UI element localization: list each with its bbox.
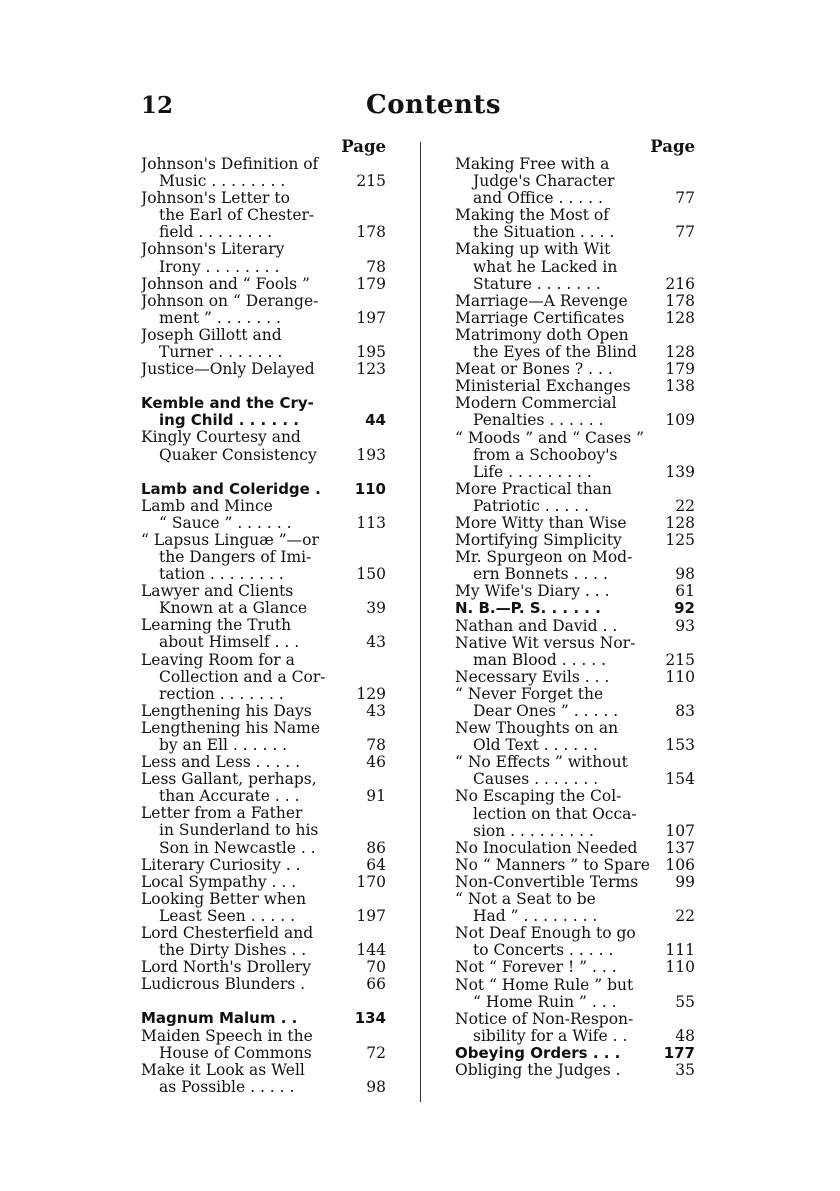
entry-title-line: Lengthening his Name [141, 719, 321, 737]
entry-title-line: No Inoculation Needed [455, 839, 638, 857]
toc-entry[interactable] [141, 429, 386, 463]
toc-entry[interactable] [455, 1062, 695, 1079]
entry-title-line: to Concerts . . . . . [473, 942, 614, 960]
toc-entry[interactable] [455, 293, 695, 310]
toc-entry[interactable] [455, 583, 695, 600]
toc-entry[interactable] [455, 788, 695, 839]
entry-title-line: Old Text . . . . . . [473, 737, 598, 755]
entry-title-line: Leaving Room for a [141, 651, 295, 669]
toc-entry[interactable] [455, 532, 695, 549]
toc-entry[interactable] [455, 840, 695, 857]
toc-entry[interactable] [141, 703, 386, 720]
entry-title-line: tation . . . . . . . . [159, 566, 284, 584]
entry-title-line: Learning the Truth [141, 617, 292, 635]
entry-title-line: as Possible . . . . . [159, 1078, 295, 1096]
entry-page-number: 92 [674, 599, 695, 618]
entry-page-number: 128 [665, 513, 695, 532]
entry-title-line: House of Commons [159, 1044, 312, 1062]
toc-entry[interactable] [455, 310, 695, 327]
contents-column-right [455, 138, 695, 1079]
entry-page-number: 195 [356, 343, 386, 362]
entry-page-number: 216 [665, 274, 695, 293]
entry-page-number: 197 [356, 906, 386, 925]
entry-title-line: Penalties . . . . . . [473, 412, 604, 430]
entry-title-line: N. B.—P. S. . . . . . [455, 600, 601, 618]
entry-page-number: 177 [663, 1043, 695, 1062]
toc-entry[interactable] [141, 327, 386, 361]
toc-entry[interactable] [455, 959, 695, 976]
toc-entry[interactable] [455, 686, 695, 720]
toc-entry[interactable] [141, 190, 386, 241]
entry-page-number: 137 [665, 838, 695, 857]
entry-title-line: Music . . . . . . . . [159, 173, 286, 191]
entry-title-line: Mortifying Simplicity [455, 532, 622, 550]
entry-page-number: 110 [665, 958, 695, 977]
entry-page-number: 99 [675, 872, 695, 891]
toc-entry[interactable] [455, 754, 695, 788]
toc-entry[interactable] [141, 959, 386, 976]
entry-title-line: about Himself . . . [159, 634, 300, 652]
toc-entry[interactable] [455, 618, 695, 635]
entry-title-line: Magnum Malum . . [141, 1010, 298, 1028]
toc-entry[interactable] [141, 805, 386, 856]
entry-page-number: 86 [366, 838, 386, 857]
entry-page-number: 215 [665, 650, 695, 669]
entry-page-number: 150 [356, 565, 386, 584]
entry-page-number: 78 [366, 257, 386, 276]
entry-title-line: Joseph Gillott and [141, 326, 282, 344]
entry-page-number: 110 [665, 667, 695, 686]
entry-title-line: the Dangers of Imi- [159, 548, 312, 566]
entry-title-line: the Eyes of the Blind [473, 344, 637, 362]
entry-title-line: Ministerial Exchanges [455, 378, 631, 396]
entry-title-line: Make it Look as Well [141, 1061, 305, 1079]
entry-page-number: 77 [675, 223, 695, 242]
entry-page-number: 78 [366, 736, 386, 754]
entry-page-number: 39 [366, 599, 386, 618]
entry-title-line: Justice—Only Delayed [141, 361, 315, 379]
entry-title-line: Lengthening his Days [141, 702, 312, 720]
toc-entry[interactable] [141, 857, 386, 874]
entry-title-line: “ Not a Seat to be [455, 891, 596, 909]
toc-entry[interactable] [141, 293, 386, 327]
entry-title-line: Judge's Character [473, 173, 615, 191]
toc-entry[interactable] [455, 156, 695, 207]
page-column-label: Page [341, 137, 386, 156]
entry-page-number: 91 [366, 787, 386, 806]
entry-page-number: 111 [665, 941, 695, 960]
entry-title-line: Marriage Certificates [455, 309, 625, 327]
entry-title-line: Native Wit versus Nor- [455, 634, 636, 652]
toc-entry[interactable] [141, 156, 386, 190]
entry-title-line: Kingly Courtesy and [141, 429, 301, 447]
entry-title-line: Not “ Forever ! ” . . . [455, 959, 617, 977]
entry-title-line: Literary Curiosity . . [141, 856, 301, 874]
entry-page-number: 109 [665, 411, 695, 430]
entry-title-line: Matrimony doth Open [455, 326, 629, 344]
toc-entry[interactable] [141, 395, 386, 429]
entry-title-line: Johnson's Definition of [141, 156, 319, 173]
entry-title-line: Less Gallant, perhaps, [141, 771, 317, 789]
entry-page-number: 22 [675, 496, 695, 515]
entry-title-line: ment ” . . . . . . . [159, 309, 281, 327]
page-number: 12 [141, 92, 174, 119]
entry-title-line: Kemble and the Cry- [141, 395, 314, 413]
entry-title-line: Johnson's Letter to [141, 190, 290, 208]
entry-title-line: Lawyer and Clients [141, 583, 294, 601]
entry-title-line: “ Moods ” and “ Cases ” [455, 429, 644, 447]
toc-entry[interactable] [141, 1062, 386, 1096]
entry-title-line: Not Deaf Enough to go [455, 925, 636, 943]
toc-entry[interactable] [455, 361, 695, 378]
section-gap [141, 464, 386, 481]
entry-title-line: and Office . . . . . [473, 190, 603, 208]
entry-page-number: 110 [354, 479, 386, 498]
toc-entry[interactable] [455, 378, 695, 395]
toc-entry[interactable] [141, 498, 386, 532]
entry-title-line: “ Home Ruin ” . . . [473, 993, 617, 1011]
entry-title-line: Looking Better when [141, 890, 307, 908]
entry-title-line: Lamb and Mince [141, 497, 273, 515]
toc-entry[interactable] [141, 925, 386, 959]
entry-page-number: 106 [665, 855, 695, 874]
entry-title-line: Ludicrous Blunders . [141, 976, 306, 994]
entry-page-number: 123 [356, 360, 386, 379]
entry-title-line: Local Sympathy . . . [141, 873, 297, 891]
toc-entry[interactable] [141, 874, 386, 891]
entry-title-line: Maiden Speech in the [141, 1027, 313, 1045]
entry-page-number: 107 [665, 821, 695, 840]
toc-entry[interactable] [141, 1010, 386, 1027]
entry-title-line: lection on that Occa- [473, 805, 637, 823]
entry-page-number: 22 [675, 907, 695, 926]
entry-title-line: Making Free with a [455, 156, 610, 173]
entry-title-line: Irony . . . . . . . . [159, 258, 280, 276]
entry-title-line: by an Ell . . . . . . [159, 737, 288, 754]
entry-page-number: 46 [366, 753, 386, 772]
toc-entry[interactable] [455, 1045, 695, 1062]
entry-page-number: 70 [366, 958, 386, 977]
entry-page-number: 197 [356, 308, 386, 327]
entry-page-number: 43 [366, 701, 386, 720]
toc-entry[interactable] [141, 481, 386, 498]
entry-title-line: Least Seen . . . . . [159, 907, 296, 925]
entry-title-line: in Sunderland to his [159, 822, 319, 840]
entry-title-line: Meat or Bones ? . . . [455, 361, 613, 379]
entry-title-line: rection . . . . . . . [159, 685, 284, 703]
entry-title-line: New Thoughts on an [455, 720, 619, 738]
entry-title-line: ing Child . . . . . . [159, 412, 300, 430]
entry-page-number: 215 [356, 172, 386, 191]
toc-entry[interactable] [141, 276, 386, 293]
entry-title-line: sibility for a Wife . . [473, 1027, 628, 1045]
entry-title-line: “ Sauce ” . . . . . . [159, 514, 292, 532]
entry-title-line: No Escaping the Col- [455, 788, 622, 806]
entry-page-number: 139 [665, 462, 695, 481]
entry-title-line: My Wife's Diary . . . [455, 583, 610, 601]
toc-entry[interactable] [455, 874, 695, 891]
entry-title-line: Life . . . . . . . . . [473, 463, 592, 481]
entry-title-line: “ Lapsus Linguæ ”—or [141, 531, 319, 549]
entry-title-line: Collection and a Cor- [159, 668, 326, 686]
entry-page-number: 129 [356, 684, 386, 703]
section-gap [141, 993, 386, 1010]
entry-title-line: the Earl of Chester- [159, 207, 315, 225]
toc-entry[interactable] [141, 617, 386, 651]
entry-page-number: 179 [665, 360, 695, 379]
entry-title-line: ern Bonnets . . . . [473, 566, 608, 584]
entry-page-number: 113 [356, 513, 386, 532]
page-title: Contents [366, 90, 502, 120]
entry-page-number: 48 [675, 1026, 695, 1045]
entry-title-line: Quaker Consistency [159, 446, 317, 464]
entry-page-number: 77 [675, 189, 695, 208]
entry-title-line: field . . . . . . . . [159, 224, 273, 242]
toc-entry[interactable] [455, 395, 695, 429]
entry-title-line: Nathan and David . . [455, 617, 618, 635]
entry-page-number: 35 [675, 1060, 695, 1079]
entry-title-line: Johnson's Literary [141, 241, 285, 259]
entry-title-line: Making up with Wit [455, 241, 611, 259]
entry-page-number: 128 [665, 308, 695, 327]
entry-title-line: Modern Commercial [455, 395, 617, 413]
entry-title-line: Known at a Glance [159, 600, 308, 618]
toc-entry[interactable] [455, 720, 695, 754]
entry-title-line: from a Schooboy's [473, 446, 618, 464]
toc-entry[interactable] [141, 720, 386, 754]
entry-page-number: 193 [356, 445, 386, 464]
entry-page-number: 43 [366, 633, 386, 652]
toc-entry[interactable] [141, 532, 386, 583]
toc-entry[interactable] [455, 977, 695, 1011]
entry-page-number: 61 [675, 582, 695, 601]
toc-entry[interactable] [141, 1028, 386, 1062]
entry-title-line: man Blood . . . . . [473, 651, 607, 669]
entry-title-line: Non-Convertible Terms [455, 873, 639, 891]
entry-page-number: 72 [366, 1043, 386, 1062]
entry-title-line: the Situation . . . . [473, 224, 615, 242]
entry-page-number: 66 [366, 975, 386, 994]
entry-page-number: 128 [665, 343, 695, 362]
entry-title-line: Obeying Orders . . . [455, 1044, 621, 1062]
entry-title-line: sion . . . . . . . . . [473, 822, 594, 840]
entry-title-line: Dear Ones ” . . . . . [473, 703, 619, 720]
entry-title-line: Lamb and Coleridge . [141, 480, 321, 498]
entry-page-number: 93 [675, 616, 695, 635]
entry-page-number: 154 [665, 770, 695, 789]
toc-entry[interactable] [141, 891, 386, 925]
page-column-label: Page [650, 137, 695, 156]
entry-page-number: 134 [354, 1009, 386, 1028]
toc-entry[interactable] [455, 1011, 695, 1045]
entry-title-line: “ Never Forget the [455, 685, 604, 703]
entry-title-line: More Witty than Wise [455, 514, 627, 532]
entry-page-number: 44 [365, 411, 386, 430]
entry-title-line: More Practical than [455, 480, 612, 498]
entry-title-line: Patriotic . . . . . [473, 497, 590, 515]
toc-entry[interactable] [455, 600, 695, 617]
toc-entry[interactable] [141, 241, 386, 275]
entry-page-number: 153 [665, 736, 695, 755]
entry-title-line: Mr. Spurgeon on Mod- [455, 549, 633, 567]
entry-page-number: 64 [366, 855, 386, 874]
entry-title-line: Letter from a Father [141, 805, 303, 823]
entry-title-line: the Dirty Dishes . . [159, 942, 307, 960]
toc-entry[interactable] [455, 430, 695, 481]
toc-entry[interactable] [455, 241, 695, 292]
entry-title-line: Lord North's Drollery [141, 959, 311, 977]
entry-list-left [141, 156, 386, 1096]
entry-title-line: Had ” . . . . . . . . [473, 908, 598, 926]
entry-title-line: Notice of Non-Respon- [455, 1010, 634, 1028]
toc-entry[interactable] [455, 207, 695, 241]
entry-title-line: “ No Effects ” without [455, 754, 628, 772]
toc-entry[interactable] [141, 583, 386, 617]
toc-entry[interactable] [455, 549, 695, 583]
entry-page-number: 138 [665, 377, 695, 396]
entry-title-line: Johnson on “ Derange- [141, 292, 319, 310]
entry-title-line: Johnson and “ Fools ” [141, 275, 310, 293]
entry-title-line: Making the Most of [455, 207, 609, 225]
entry-title-line: than Accurate . . . [159, 788, 300, 806]
entry-page-number: 179 [356, 274, 386, 293]
toc-entry[interactable] [141, 976, 386, 993]
entry-title-line: Stature . . . . . . . [473, 275, 601, 293]
entry-page-number: 178 [665, 291, 695, 310]
entry-title-line: Son in Newcastle . . [159, 839, 316, 857]
column-divider [420, 142, 421, 1102]
toc-entry[interactable] [141, 754, 386, 771]
entry-title-line: Obliging the Judges . [455, 1061, 621, 1079]
entry-page-number: 98 [675, 565, 695, 584]
toc-entry[interactable] [455, 857, 695, 874]
entry-page-number: 83 [675, 702, 695, 720]
entry-list-right [455, 156, 695, 1079]
entry-title-line: Marriage—A Revenge [455, 292, 628, 310]
entry-title-line: Lord Chesterfield and [141, 925, 314, 943]
toc-entry[interactable] [455, 635, 695, 669]
contents-column-left [141, 138, 386, 1096]
toc-entry[interactable] [141, 771, 386, 805]
toc-entry[interactable] [455, 327, 695, 361]
toc-entry[interactable] [141, 361, 386, 378]
toc-entry[interactable] [455, 481, 695, 515]
toc-entry[interactable] [455, 925, 695, 959]
section-gap [141, 378, 386, 395]
entry-page-number: 55 [675, 992, 695, 1011]
toc-entry[interactable] [455, 669, 695, 686]
entry-page-number: 125 [665, 531, 695, 550]
entry-title-line: Necessary Evils . . . [455, 668, 610, 686]
entry-page-number: 98 [366, 1077, 386, 1096]
entry-page-number: 178 [356, 223, 386, 242]
entry-title-line: No “ Manners ” to Spare [455, 856, 650, 874]
toc-entry[interactable] [455, 891, 695, 925]
entry-title-line: Less and Less . . . . . [141, 754, 301, 772]
entry-title-line: what he Lacked in [473, 258, 618, 276]
entry-title-line: Causes . . . . . . . [473, 771, 599, 789]
toc-entry[interactable] [141, 652, 386, 703]
entry-title-line: Not “ Home Rule ” but [455, 976, 634, 994]
entry-page-number: 144 [356, 941, 386, 960]
entry-title-line: Turner . . . . . . . [159, 344, 283, 362]
entry-page-number: 170 [356, 872, 386, 891]
toc-entry[interactable] [455, 515, 695, 532]
